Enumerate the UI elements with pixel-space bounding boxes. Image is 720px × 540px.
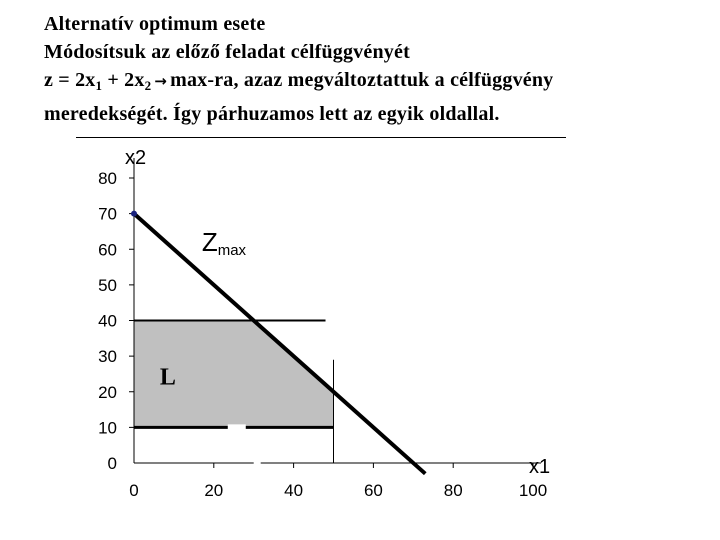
subscript-1: 1 <box>95 78 103 93</box>
objective-label <box>202 227 247 259</box>
objective-text-pre: z = 2x <box>44 69 96 91</box>
slide-text-line-2: Módosítsuk az előző feladat célfüggvényét <box>44 41 410 63</box>
x-tick-label: 0 <box>129 481 139 500</box>
slide-text-line-4: meredekségét. Így párhuzamos lett az egyik oldallal. <box>44 103 500 125</box>
x-tick-label: 20 <box>204 481 224 500</box>
x-axis-gap <box>254 461 261 465</box>
x-tick-label: 60 <box>363 481 383 500</box>
y-tick-label: 80 <box>98 169 117 188</box>
y-tick-label: 20 <box>98 382 117 402</box>
y-tick-label: 40 <box>98 311 117 331</box>
right-arrow-icon: → <box>154 72 168 90</box>
feasible-region-label: L <box>159 364 176 391</box>
constraint-line-gap <box>228 424 246 430</box>
y-tick-label: 50 <box>98 275 117 295</box>
x-tick-label: 40 <box>284 481 304 500</box>
subscript-2: 2 <box>144 78 152 93</box>
objective-label-name: Z <box>201 227 218 258</box>
x-tick-label: 100 <box>518 481 548 500</box>
y-tick-label: 30 <box>98 347 117 367</box>
x-axis-label: x1 <box>529 456 551 478</box>
y-tick-label: 10 <box>98 418 117 438</box>
objective-intercept-point <box>131 211 137 217</box>
x-axis-gap-mark <box>254 461 261 465</box>
y-tick-label: 0 <box>107 454 117 473</box>
y-tick-label: 70 <box>98 204 117 224</box>
y-tick-label: 60 <box>98 240 117 260</box>
x-tick-label: 80 <box>443 481 463 500</box>
objective-text-mid: + 2x <box>102 69 145 91</box>
y-axis-label: x2 <box>125 147 147 169</box>
objective-text-post: max-ra, azaz megváltoztattuk a célfüggvény <box>170 69 554 91</box>
slide-title: Alternatív optimum esete <box>44 13 266 35</box>
objective-label-subscript: max <box>217 242 247 260</box>
